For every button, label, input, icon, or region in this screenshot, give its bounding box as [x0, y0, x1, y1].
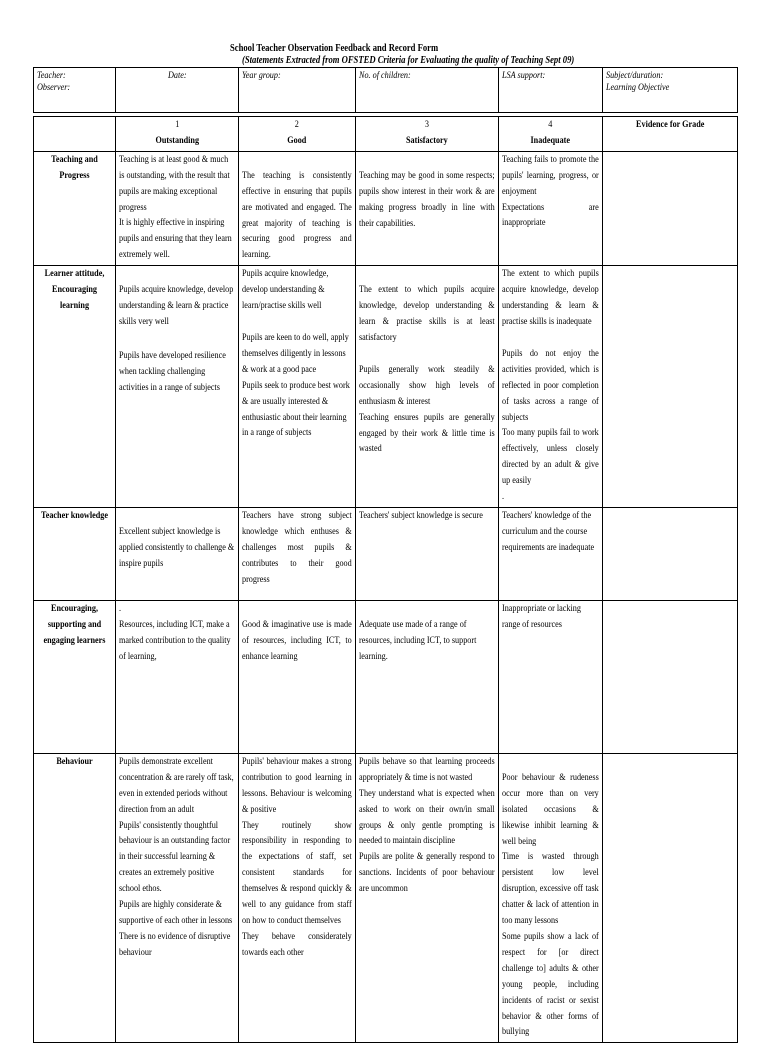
descriptor-text: Pupils acquire knowledge, develop understanding & learn/practise skills well	[242, 269, 329, 312]
descriptor-text: Adequate use made of a range of resources, including ICT, to support learning.	[359, 619, 477, 662]
lsa-support-label: LSA support:	[502, 71, 546, 81]
grade-header-row	[34, 117, 738, 152]
grade-number: 3	[424, 120, 430, 130]
subject-duration-label: Subject/duration:	[606, 71, 664, 81]
descriptor-text: The extent to which pupils acquire knowledge, develop understanding & learn & practise skills is inadequate	[502, 269, 599, 327]
descriptor-text: Teaching ensures pupils are generally engaged by their work & little time is wasted	[359, 412, 495, 455]
empty-corner-cell	[34, 117, 116, 152]
cell-outstanding	[116, 753, 239, 1042]
evidence-header	[603, 117, 738, 152]
cell-inadequate	[499, 507, 603, 600]
teacher-observer-field[interactable]	[34, 68, 116, 113]
cell-outstanding	[116, 600, 239, 753]
no-of-children-label: No. of children:	[359, 71, 411, 81]
descriptor-text: Some pupils show a lack of respect for [or direct challenge to] adults & other young people, including incidents of racist or sexist behavior & other forms of bullying	[502, 932, 599, 1038]
descriptor-text: Pupils are polite & generally respond to sanctions. Incidents of poor behaviour are uncommon	[359, 852, 495, 895]
descriptor-text: .	[502, 492, 505, 503]
descriptor-text: Pupils do not enjoy the activities provided, which is reflected in poor completion of tasks across a range of subjects	[502, 348, 599, 423]
grade-1-header	[116, 117, 239, 152]
descriptor-text: Pupils acquire knowledge, develop understanding & learn & practice skills very well	[119, 285, 234, 328]
cell-outstanding	[116, 151, 239, 265]
descriptor-text: The teaching is consistently effective in ensuring that pupils are motivated and engaged. The great majority of teaching is securing good progress and learning.	[242, 170, 352, 261]
row-label-teaching-progress: Teaching and Progress	[34, 151, 116, 265]
form-subtitle: (Statements Extracted from OFSTED Criteria for Evaluating the quality of Teaching Sept 09)	[242, 55, 575, 66]
subject-duration-field[interactable]	[603, 68, 738, 113]
descriptor-text: Pupils behave so that learning proceeds appropriately & time is not wasted	[359, 756, 495, 783]
evidence-cell[interactable]	[603, 507, 738, 600]
grade-4-header	[499, 117, 603, 152]
descriptor-text: Excellent subject knowledge is applied consistently to challenge & inspire pupils	[119, 526, 235, 569]
descriptor-text: They routinely show responsibility in responding to the expectations of staff, set consistent standards for themselves & respond quickly & well to any guidance from staff on how to conduct themselves	[242, 820, 352, 926]
grade-number: 2	[294, 120, 300, 130]
evidence-cell[interactable]	[603, 600, 738, 753]
row-label-encouraging: Encouraging, supporting and engaging learners	[34, 600, 116, 753]
cell-inadequate	[499, 753, 603, 1042]
cell-good	[239, 753, 356, 1042]
grade-3-header	[356, 117, 499, 152]
descriptor-text: Good & imaginative use is made of resources, including ICT, to enhance learning	[242, 619, 352, 662]
descriptor-text: Teachers' subject knowledge is secure	[359, 510, 483, 521]
cell-satisfactory	[356, 600, 499, 753]
evidence-cell[interactable]	[603, 151, 738, 265]
grade-label: Satisfactory	[406, 135, 448, 146]
evidence-cell[interactable]	[603, 266, 738, 508]
year-group-field[interactable]	[239, 68, 356, 113]
learning-objective-label: Learning Objective	[606, 83, 670, 93]
row-label-learner-attitude: Learner attitude, Encouraging learning	[34, 266, 116, 508]
descriptor-text: Pupils' consistently thoughtful behaviour is an outstanding factor in their successful learning & creates an extremely positive school ethos.	[119, 820, 231, 895]
header-fields-table	[33, 67, 738, 113]
table-row	[34, 266, 738, 508]
lsa-support-field[interactable]	[499, 68, 603, 113]
descriptor-text: They understand what is expected when asked to work on their own/in small groups & only gentle prompting is needed to maintain discipline	[359, 788, 495, 847]
descriptor-text: Expectations are inappropriate	[502, 202, 599, 229]
cell-good	[239, 266, 356, 508]
table-row	[34, 753, 738, 1042]
cell-good	[239, 600, 356, 753]
cell-satisfactory	[356, 753, 499, 1042]
row-label-behaviour: Behaviour	[34, 753, 116, 1042]
descriptor-text: Teaching is at least good & much is outstanding, with the result that pupils are making exceptional progress	[119, 154, 230, 213]
descriptor-text: Pupils are highly considerate & supportive of each other in lessons	[119, 900, 233, 926]
grade-label: Outstanding	[155, 135, 199, 146]
descriptor-text: Pupils are keen to do well, apply themselves diligently in lessons & work at a good pace	[242, 332, 349, 375]
cell-inadequate	[499, 151, 603, 265]
descriptor-text: Pupils seek to produce best work & are usually interested & enthusiastic about their learning in a range of subjects	[242, 380, 350, 439]
date-label: Date:	[167, 71, 187, 81]
descriptor-text: Pupils generally work steadily & occasionally show high levels of enthusiasm & interest	[359, 364, 495, 407]
descriptor-text: Pupils have developed resilience when tackling challenging activities in a range of subjects	[119, 350, 226, 393]
table-row	[34, 600, 738, 753]
table-row	[34, 151, 738, 265]
cell-good	[239, 507, 356, 600]
no-of-children-field[interactable]	[356, 68, 499, 113]
cell-good	[239, 151, 356, 265]
observer-label: Observer:	[37, 83, 71, 93]
descriptor-text: It is highly effective in inspiring pupils and ensuring that they learn extremely well.	[119, 218, 232, 261]
descriptor-text: Teachers have strong subject knowledge which enthuses & challenges most pupils & contributes to their good progress	[242, 510, 352, 585]
descriptor-text: They behave considerately towards each other	[242, 931, 352, 958]
cell-outstanding	[116, 266, 239, 508]
grade-label: Inadequate	[530, 135, 571, 146]
teacher-label: Teacher:	[37, 71, 66, 81]
descriptor-text: Pupils' behaviour makes a strong contribution to good learning in lessons. Behaviour is welcoming & positive	[242, 756, 352, 815]
evidence-header-label: Evidence for Grade	[635, 120, 705, 130]
date-field[interactable]	[116, 68, 239, 113]
descriptor-text: Too many pupils fail to work effectively, unless closely directed by an adult & give up easily	[502, 428, 599, 487]
cell-inadequate	[499, 266, 603, 508]
descriptor-text: Teaching may be good in some respects; pupils show interest in their work & are making progress broadly in line with their capabilities.	[359, 170, 495, 229]
grade-2-header	[239, 117, 356, 152]
cell-outstanding	[116, 507, 239, 600]
descriptor-text: Inappropriate or lacking range of resources	[502, 603, 581, 630]
cell-satisfactory	[356, 151, 499, 265]
descriptor-text: Resources, including ICT, make a marked contribution to the quality of learning,	[119, 619, 231, 662]
grading-table	[33, 116, 738, 1043]
cell-inadequate	[499, 600, 603, 753]
grade-number: 1	[174, 120, 180, 130]
table-row	[34, 507, 738, 600]
descriptor-text: .	[119, 603, 122, 614]
year-group-label: Year group:	[242, 71, 281, 81]
descriptor-text: There is no evidence of disruptive behaviour	[119, 931, 231, 958]
row-label-teacher-knowledge: Teacher knowledge	[34, 507, 116, 600]
descriptor-text: The extent to which pupils acquire knowledge, develop understanding & learn & practise skills is at least satisfactory	[359, 285, 495, 343]
descriptor-text: Teachers' knowledge of the curriculum and the course requirements are inadequate	[502, 510, 595, 553]
evidence-cell[interactable]	[603, 753, 738, 1042]
descriptor-text: Time is wasted through persistent low level disruption, excessive off task chatter & lack of attention in too many lessons	[502, 852, 599, 927]
cell-satisfactory	[356, 507, 499, 600]
descriptor-text: Teaching fails to promote the pupils' learning, progress, or enjoyment	[502, 154, 599, 197]
grade-number: 4	[548, 120, 553, 130]
cell-satisfactory	[356, 266, 499, 508]
grade-label: Good	[287, 135, 307, 146]
descriptor-text: Poor behaviour & rudeness occur more than on very isolated occasions & likewise inhibit learning & well being	[502, 772, 599, 847]
descriptor-text: Pupils demonstrate excellent concentration & are rarely off task, even in extended periods without direction from an adult	[119, 756, 234, 815]
form-title: School Teacher Observation Feedback and Record Form	[230, 43, 439, 54]
